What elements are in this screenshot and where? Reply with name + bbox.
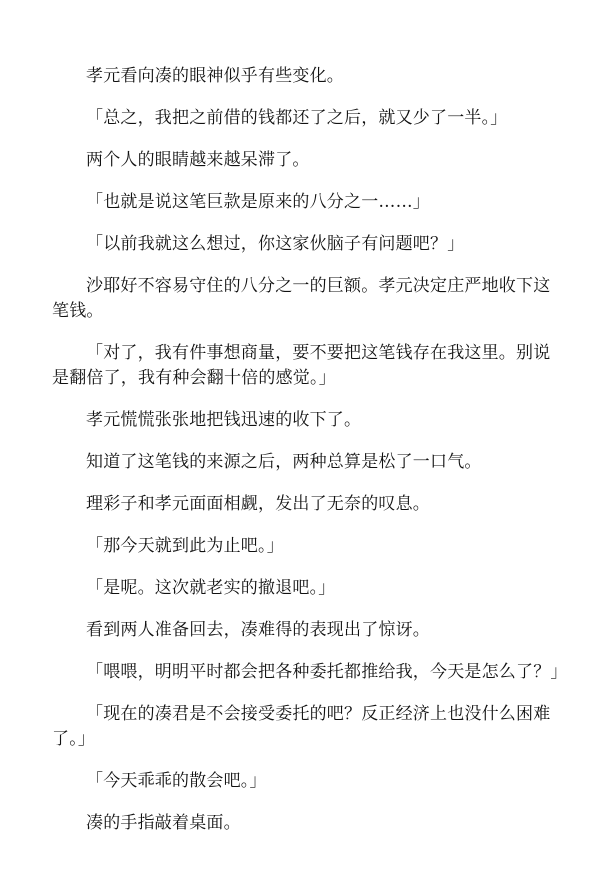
paragraph: 「喂喂，明明平时都会把各种委托都推给我，今天是怎么了？」	[86, 662, 568, 682]
paragraph: 「今天乖乖的散会吧。」	[86, 771, 267, 791]
paragraph: 「也就是说这笔巨款是原来的八分之一……」	[86, 192, 430, 212]
paragraph: 「总之，我把之前借的钱都还了之后，就又少了一半。」	[86, 108, 508, 128]
document-page	[52, 64, 568, 853]
paragraph: 凑的手指敲着桌面。	[86, 813, 241, 833]
paragraph: 理彩子和孝元面面相觑，发出了无奈的叹息。	[86, 494, 430, 514]
paragraph: 「是呢。这次就老实的撤退吧。」	[86, 578, 336, 598]
paragraph: 「以前我就这么想过，你这家伙脑子有问题吧？」	[86, 234, 465, 254]
paragraph: 沙耶好不容易守住的八分之一的巨额。孝元决定庄严地收下这笔钱。	[52, 276, 551, 321]
paragraph: 孝元慌慌张张地把钱迅速的收下了。	[86, 410, 362, 430]
paragraph: 「对了，我有件事想商量，要不要把这笔钱存在我这里。别说是翻倍了，我有种会翻十倍的感觉。」	[52, 343, 551, 388]
paragraph: 孝元看向凑的眼神似乎有些变化。	[86, 66, 344, 86]
paragraph: 知道了这笔钱的来源之后，两种总算是松了一口气。	[86, 452, 482, 472]
paragraph: 看到两人准备回去，凑难得的表现出了惊讶。	[86, 620, 430, 640]
paragraph: 两个人的眼睛越来越呆滞了。	[86, 150, 310, 170]
paragraph: 「那今天就到此为止吧。」	[86, 536, 284, 556]
paragraph: 「现在的凑君是不会接受委托的吧？反正经济上也没什么困难了。」	[52, 704, 551, 749]
